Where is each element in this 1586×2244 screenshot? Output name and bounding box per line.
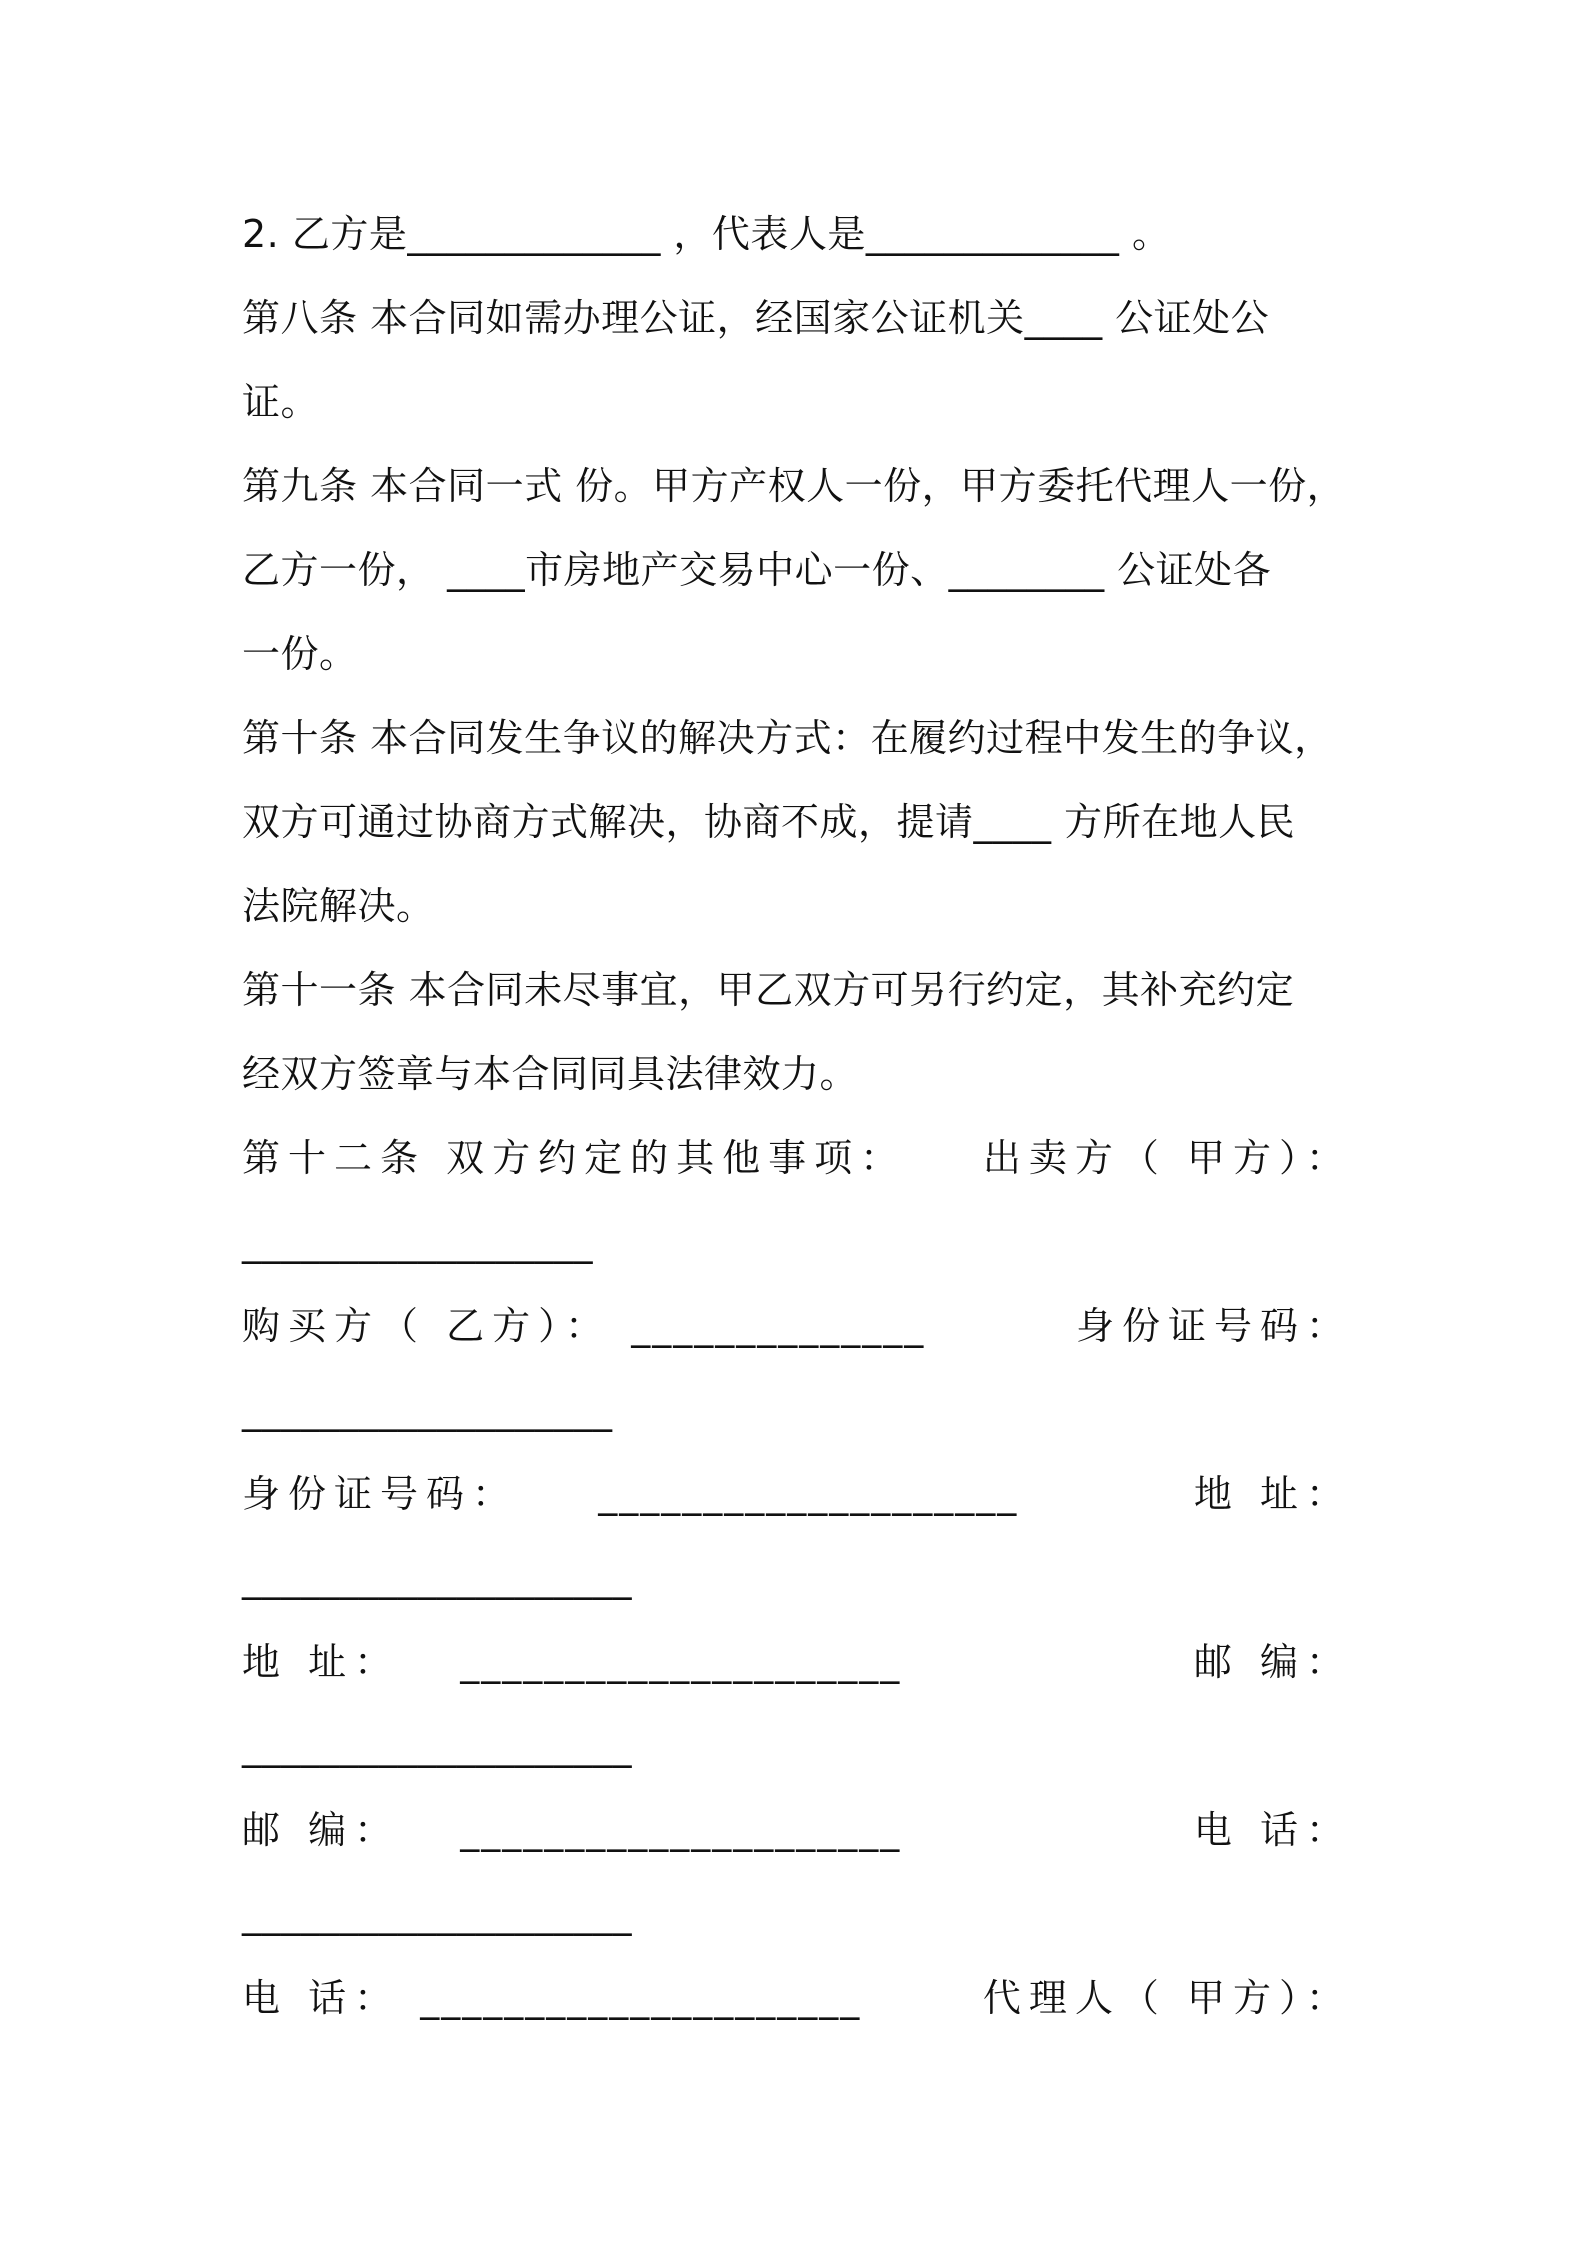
article-12-label: 第十二条 双方约定的其他事项：	[242, 1136, 907, 1180]
seller-postcode-label: 邮 编：	[1193, 1640, 1352, 1684]
article-12-row	[242, 1130, 1352, 1186]
article-10-line-2: 双方可通过协商方式解决，协商不成，提请____ 方所在地人民	[242, 800, 1296, 844]
buyer-group	[242, 1298, 925, 1354]
article-10-line-1: 第十条 本合同发生争议的解决方式：在履约过程中发生的争议，	[242, 716, 1333, 760]
seller-id-label: 身份证号码：	[1075, 1304, 1352, 1348]
buyer-address-label: 地 址：	[242, 1640, 401, 1684]
article-11-line-2: 经双方签章与本合同同具法律效力。	[242, 1052, 859, 1096]
seller-name-field[interactable]: __________________	[242, 1220, 593, 1264]
seller-phone-label: 电 话：	[1193, 1808, 1352, 1852]
article-10-line-3: 法院解决。	[242, 884, 435, 928]
article-9-line-1: 第九条 本合同一式 份。甲方产权人一份，甲方委托代理人一份，	[242, 464, 1346, 508]
buyer-id-row	[242, 1466, 1352, 1522]
buyer-id-field[interactable]: ____________________	[598, 1472, 1019, 1516]
buyer-phone-field[interactable]: _____________________	[420, 1976, 862, 2020]
article-8-line-2: 证。	[242, 380, 320, 424]
buyer-postcode-field[interactable]: _____________________	[460, 1808, 902, 1852]
buyer-id-label: 身份证号码：	[242, 1472, 519, 1516]
article-9-line-3: 一份。	[242, 632, 358, 676]
seller-id-field[interactable]: ___________________	[242, 1388, 613, 1432]
buyer-phone-group	[242, 1970, 861, 2026]
buyer-postcode-label: 邮 编：	[242, 1808, 401, 1852]
seller-label: 出卖方（ 甲方）：	[982, 1136, 1352, 1180]
seller-agent-label: 代理人（ 甲方）：	[982, 1976, 1352, 2020]
buyer-name-field[interactable]: ______________	[631, 1304, 926, 1348]
party-b-line: 2. 乙方是_____________ ，代表人是_____________ 。	[242, 212, 1171, 256]
seller-address-field[interactable]: ____________________	[242, 1556, 632, 1600]
buyer-phone-label: 电 话：	[242, 1976, 401, 2020]
buyer-address-group	[242, 1634, 901, 1690]
buyer-address-row	[242, 1634, 1352, 1690]
seller-phone-field[interactable]: ____________________	[242, 1892, 632, 1936]
article-11-line-1: 第十一条 本合同未尽事宜，甲乙双方可另行约定，其补充约定	[242, 968, 1295, 1012]
seller-address-label: 地 址：	[1193, 1472, 1352, 1516]
buyer-label: 购买方（ 乙方）：	[242, 1304, 612, 1348]
buyer-id-group	[242, 1466, 1018, 1522]
buyer-postcode-row	[242, 1802, 1352, 1858]
seller-postcode-field[interactable]: ____________________	[242, 1724, 632, 1768]
article-9-line-2: 乙方一份， ____市房地产交易中心一份、________ 公证处各	[242, 548, 1272, 592]
buyer-postcode-group	[242, 1802, 901, 1858]
buyer-phone-row	[242, 1970, 1352, 2026]
buyer-address-field[interactable]: _____________________	[460, 1640, 902, 1684]
buyer-row	[242, 1298, 1352, 1354]
article-8-line-1: 第八条 本合同如需办理公证，经国家公证机关____ 公证处公	[242, 296, 1270, 340]
